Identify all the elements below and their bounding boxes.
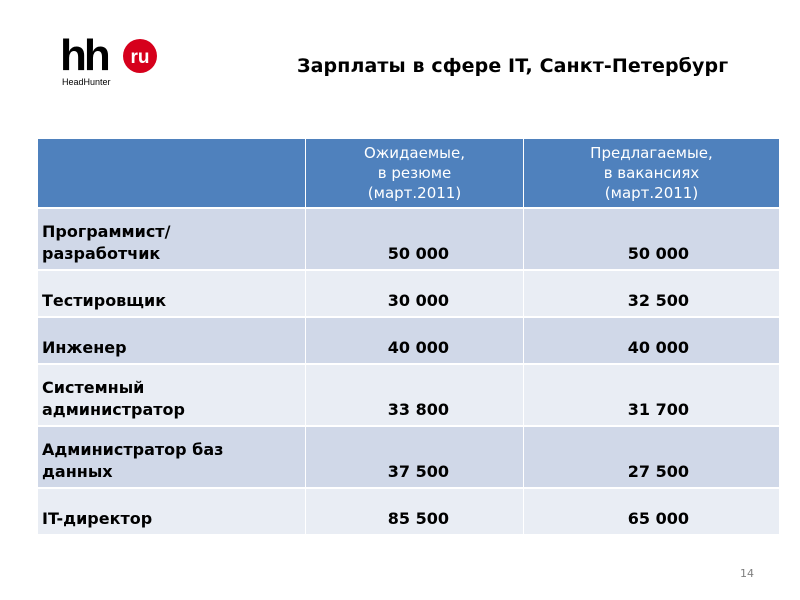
- header-cell-offered: [524, 139, 779, 209]
- table-row: [38, 427, 779, 489]
- header-offered-line: (март.2011): [604, 184, 699, 202]
- header-offered-line: Предлагаемые,: [590, 144, 713, 162]
- header-expected-line: (март.2011): [367, 184, 462, 202]
- table-header-row: [38, 139, 779, 209]
- role-line: Системный: [42, 378, 145, 397]
- table-row: [38, 271, 779, 318]
- expected-salary-cell: 85 500: [306, 489, 524, 536]
- headhunter-logo: [60, 34, 160, 88]
- offered-salary-cell: 40 000: [524, 318, 779, 365]
- role-line: Программист/: [42, 222, 171, 241]
- role-cell: [38, 427, 306, 489]
- table-row: [38, 365, 779, 427]
- offered-salary-cell: 31 700: [524, 365, 779, 427]
- page-title: Зарплаты в сфере IT, Санкт-Петербург: [297, 55, 729, 77]
- role-line: администратор: [42, 400, 185, 419]
- role-cell: [38, 209, 306, 271]
- offered-salary-cell: 65 000: [524, 489, 779, 536]
- expected-salary-cell: 40 000: [306, 318, 524, 365]
- page-number: 14: [740, 567, 754, 580]
- header-cell-expected: [306, 139, 524, 209]
- table-row: [38, 318, 779, 365]
- table-row: [38, 209, 779, 271]
- logo-badge-text: ru: [130, 47, 150, 68]
- role-line: Тестировщик: [42, 291, 167, 310]
- header-expected-line: в резюме: [377, 164, 452, 182]
- offered-salary-cell: 32 500: [524, 271, 779, 318]
- header-offered-line: в вакансиях: [603, 164, 700, 182]
- role-cell: [38, 365, 306, 427]
- expected-salary-cell: 50 000: [306, 209, 524, 271]
- role-cell: [38, 271, 306, 318]
- offered-salary-cell: 50 000: [524, 209, 779, 271]
- role-line: Инженер: [42, 338, 127, 357]
- expected-salary-cell: 30 000: [306, 271, 524, 318]
- expected-salary-cell: 37 500: [306, 427, 524, 489]
- role-line: IT-директор: [42, 509, 153, 528]
- table-row: [38, 489, 779, 536]
- logo-subtitle-text: HeadHunter: [62, 77, 111, 87]
- header-cell-role: [38, 139, 306, 209]
- role-cell: [38, 318, 306, 365]
- role-line: Администратор баз: [42, 440, 224, 459]
- expected-salary-cell: 33 800: [306, 365, 524, 427]
- offered-salary-cell: 27 500: [524, 427, 779, 489]
- role-line: данных: [42, 462, 113, 481]
- salary-table: [38, 139, 779, 536]
- role-line: разработчик: [42, 244, 161, 263]
- role-cell: [38, 489, 306, 536]
- header-expected-line: Ожидаемые,: [363, 144, 465, 162]
- logo-brand-text: hh: [60, 34, 108, 80]
